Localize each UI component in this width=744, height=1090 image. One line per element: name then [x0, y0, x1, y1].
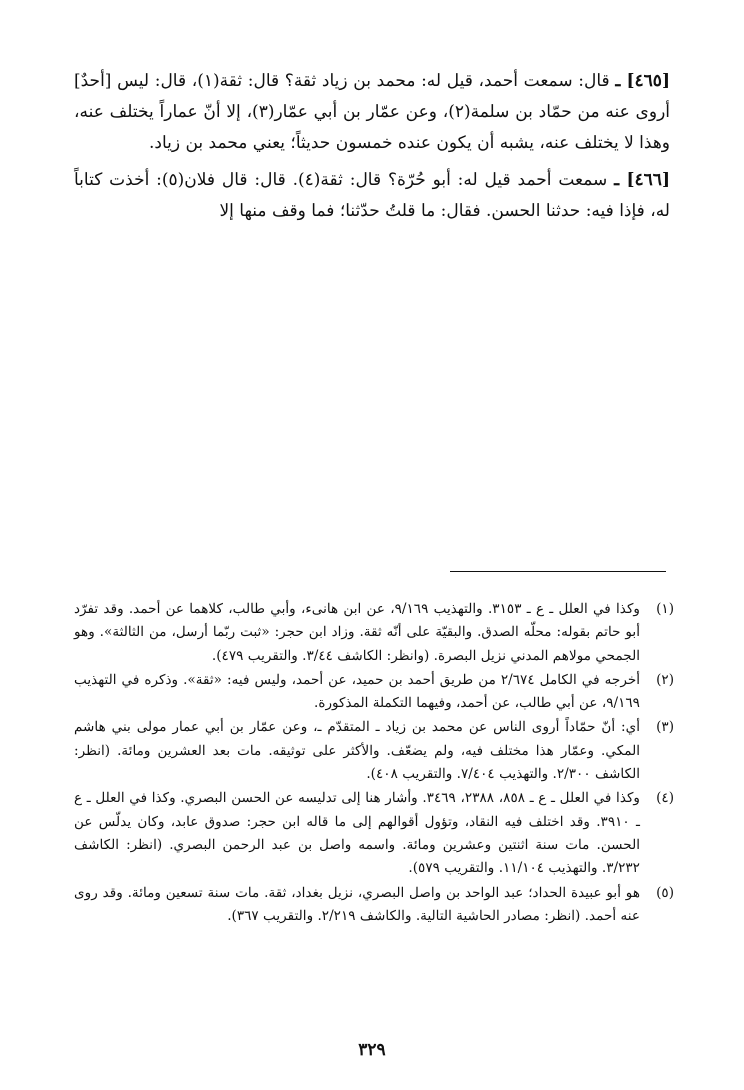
footnote-separator — [450, 571, 666, 572]
entry-paragraph — [74, 66, 670, 159]
footnote-3 — [74, 716, 674, 786]
footnote-text: وكذا في العلل ـ ع ـ ٣١٥٣. والتهذيب ٩/١٦٩، عن ابن هانىء، وأبي طالب، كلاهما عن أحمد. وقد تفرّد أبو حاتم بقوله: محلّه الصدق. والبقيّة على أنّه ثقة. وزاد ابن حجر: «ثبت ربّما أرسل، من الثالثة». وهو الجمحي مولاهم المدني نزيل البصرة. (وانظر: الكاشف ٣/٤٤. والتقريب ٤٧٩). — [74, 601, 640, 664]
footnote-text: هو أبو عبيدة الحداد؛ عبد الواحد بن واصل البصري، نزيل بغداد، ثقة. مات سنة تسعين ومائة. وقد روى عنه أحمد. (انظر: مصادر الحاشية التالية. والكاشف ٢/٢١٩. والتقريب ٣٦٧). — [74, 884, 640, 924]
entry-number: [٤٦٥] ـ — [615, 71, 670, 91]
footnotes — [74, 598, 674, 929]
footnote-2 — [74, 669, 674, 716]
footnote-number: (٥) — [656, 884, 674, 901]
entry-text: قال: سمعت أحمد، قيل له: محمد بن زياد ثقة؟ قال: ثقة(١)، قال: ليس [أحدٌ] أروى عنه من حمّاد بن سلمة(٢)، وعن عمّار بن أبي عمّار(٣)، إلا أنّ عماراً يختلف عنه، وهذا لا يختلف عنه، يشبه أن يكون عنده خمسون حديثاً؛ يعني محمد بن زياد. — [74, 71, 670, 153]
entry-text: سمعت أحمد قيل له: أبو حُرّة؟ قال: ثقة(٤). قال: قال فلان(٥): أخذت كتاباً له، فإذا فيه: حدثنا الحسن. فقال: ما قلتُ حدّثنا؛ فما وقف منها إلا — [74, 170, 670, 221]
main-text — [74, 66, 670, 233]
footnote-number: (١) — [656, 601, 674, 617]
entry-number: [٤٦٦] ـ — [614, 170, 670, 190]
entry-465 — [74, 66, 670, 159]
footnote-5 — [74, 882, 674, 929]
footnote-number: (٢) — [656, 671, 674, 688]
footnote-number: (٤) — [656, 790, 674, 807]
footnote-1 — [74, 598, 674, 668]
footnote-text: وكذا في العلل ـ ع ـ ٨٥٨، ٢٣٨٨، ٣٤٦٩. وأشار هنا إلى تدليسه عن الحسن البصري. وكذا في العلل ـ ع ـ ٣٩١٠. وقد اختلف فيه النقاد، وتؤول أقوالهم إلى ما قاله ابن حجر: صدوق عابد، وكان يدلّس عن الحسن. مات سنة اثنتين وعشرين ومائة. واسمه واصل بن عبد الرحمن البصري. (انظر: الكاشف ٣/٢٣٢. والتهذيب ١١/١٠٤. والتقريب ٥٧٩). — [74, 790, 640, 877]
footnote-4 — [74, 787, 674, 880]
entry-466 — [74, 165, 670, 227]
footnote-number: (٣) — [656, 719, 674, 736]
page-number: ٣٢٩ — [358, 1040, 386, 1060]
entry-paragraph — [74, 165, 670, 227]
footnote-text: أي: أنّ حمّاداً أروى الناس عن محمد بن زياد ـ المتقدّم ـ، وعن عمّار بن أبي عمار مولى بني هاشم المكي. وعمّار هذا مختلف فيه، ولم يضعّف. والأكثر على توثيقه. مات بعد العشرين ومائة. (انظر: الكاشف ٢/٣٠٠. والتهذيب ٧/٤٠٤. والتقريب ٤٠٨). — [74, 719, 640, 783]
footnote-text: أخرجه في الكامل ٢/٦٧٤ من طريق أحمد بن حميد، عن أحمد، وليس فيه: «ثقة». وذكره في التهذيب ٩/١٦٩، عن أبي طالب، عن أحمد، وفيهما التكملة المذكورة. — [74, 671, 640, 712]
